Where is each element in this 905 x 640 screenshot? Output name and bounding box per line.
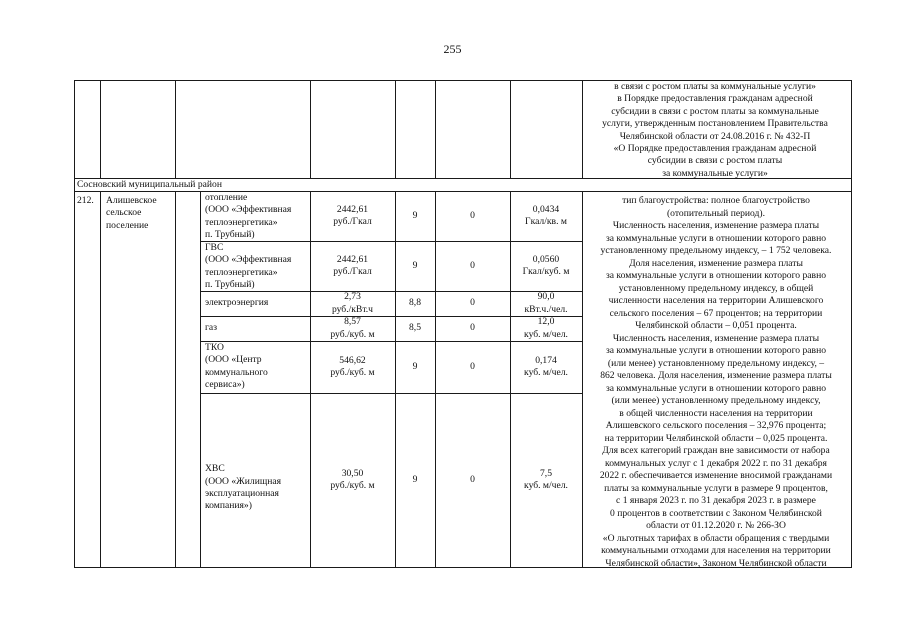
settlement-line: сельское: [106, 207, 142, 219]
tariff-cell-line: 2442,61: [336, 203, 369, 215]
note-line: области от 01.12.2020 г. № 266-ЗО: [646, 520, 786, 531]
zero-cell: [435, 322, 510, 334]
tariff-cell: [310, 291, 395, 316]
note-line: коммунальных услуг с 1 декабря 2022 г. по 31 декабря: [605, 457, 827, 469]
column-divider: [100, 191, 101, 567]
volume-cell: [510, 316, 582, 341]
volume-cell-line: куб. м/чел.: [524, 367, 568, 378]
service-name-line: электроэнергия: [205, 297, 269, 309]
note-text: [584, 195, 848, 570]
top-row-line: «О Порядке предоставления гражданам адресной: [613, 143, 817, 155]
note-line: Челябинской области», Законом Челябинской области: [605, 557, 827, 569]
top-row-line: в связи с ростом платы за коммунальные услуги»: [614, 81, 816, 92]
service-name-line: эксплуатационная: [205, 488, 279, 499]
note-line: платы за коммунальные услуги в размере 9 процентов,: [604, 482, 828, 494]
top-row-line: за коммунальные услуги»: [662, 167, 768, 179]
index-cell: [395, 210, 435, 222]
note-line: 0 процентов в соответствии с Законом Челябинской: [610, 507, 822, 519]
service-name: [205, 192, 291, 242]
note-line: установленному предельному индексу, – 1 752 человека.: [600, 245, 832, 256]
tariff-cell-line: 2442,61: [336, 253, 369, 265]
zero-cell: [435, 260, 510, 272]
top-row-line: субсидии в связи с ростом платы: [647, 155, 783, 167]
volume-cell-line: 90,0: [537, 291, 555, 303]
tariff-cell-line: 2,73: [344, 291, 361, 303]
note-line: сельского поселения – 67 процентов; на территории: [609, 307, 823, 319]
note-line: за коммунальные услуги в отношении которого равно: [605, 270, 827, 281]
volume-cell-line: 0,174: [535, 354, 557, 366]
zero-cell: [435, 297, 510, 309]
district-label: Сосновский муниципальный район: [77, 179, 222, 190]
note-line: «О льготных тарифах в области обращения с твердыми: [602, 532, 830, 544]
tariff-cell-line: руб./куб. м: [330, 480, 375, 491]
service-name-line: п. Трубный): [205, 229, 255, 241]
column-divider: [100, 80, 101, 178]
zero-cell-line: 0: [470, 322, 475, 334]
service-name-line: сервиса»): [205, 379, 245, 391]
service-name: [205, 463, 281, 513]
note-line: Челябинской области – 0,051 процента.: [635, 320, 797, 331]
note-line: Численность населения, изменение размера платы: [612, 220, 820, 231]
service-name-line: теплоэнергетика»: [205, 216, 278, 228]
volume-cell: [510, 204, 582, 229]
column-divider: [510, 80, 511, 178]
service-name-line: ХВС: [205, 463, 225, 475]
zero-cell-line: 0: [470, 473, 475, 485]
right-border: [851, 178, 852, 568]
volume-cell: [510, 291, 582, 316]
volume-cell-line: 0,0434: [532, 203, 560, 215]
service-name-line: теплоэнергетика»: [205, 266, 278, 278]
zero-cell-line: 0: [470, 209, 475, 221]
index-cell-line: 9: [412, 360, 418, 372]
volume-cell-line: Гкал/куб. м: [522, 266, 570, 277]
service-name-line: (ООО «Жилищная: [205, 475, 282, 487]
settlement-line: поселение: [106, 219, 149, 231]
zero-cell: [435, 361, 510, 373]
page-number: 255: [443, 42, 462, 56]
column-divider: [395, 80, 396, 178]
column-divider: [74, 80, 75, 178]
note-line: Численность населения, изменение размера платы: [612, 332, 820, 344]
note-line: с 1 января 2023 г. по 31 декабря 2023 г. в размере: [616, 495, 816, 506]
service-name: [205, 242, 291, 292]
note-line: за коммунальные услуги в отношении которого равно: [605, 382, 827, 394]
note-line: установленному предельному индексу, в общей: [618, 282, 814, 294]
index-cell-line: 9: [412, 259, 418, 271]
tariff-cell-line: руб./куб. м: [330, 328, 375, 340]
note-line: (или менее) установленному предельному индексу, –: [607, 357, 825, 369]
column-divider: [435, 191, 436, 567]
volume-cell-line: куб. м/чел.: [524, 328, 568, 340]
service-name: [205, 342, 268, 392]
service-name-line: коммунального: [205, 366, 268, 378]
column-divider: [582, 191, 583, 567]
left-border: [74, 178, 75, 568]
settlement-name: [106, 195, 157, 232]
tariff-cell: [310, 204, 395, 229]
note-line: Доля населения, изменение размера платы: [629, 257, 803, 269]
index-cell-line: 9: [412, 209, 418, 221]
index-cell: [395, 474, 435, 486]
service-row-divider: [200, 393, 582, 394]
column-divider: [435, 80, 436, 178]
service-name-line: (ООО «Центр: [205, 354, 262, 366]
column-divider: [582, 80, 583, 178]
volume-cell-line: куб. м/чел.: [524, 480, 568, 491]
tariff-cell: [310, 468, 395, 493]
note-line: (или менее) установленному предельному индексу,: [611, 395, 821, 406]
service-name-line: компания»): [205, 500, 252, 512]
column-divider: [175, 80, 176, 178]
index-cell-line: 9: [412, 473, 418, 485]
index-cell-line: 8,5: [409, 322, 421, 334]
note-line: Для всех категорий граждан вне зависимости от набора: [602, 445, 830, 456]
index-cell: [395, 297, 435, 309]
note-line: коммунальными отходами для населения на территории: [601, 545, 831, 556]
volume-cell-line: 7,5: [540, 467, 552, 479]
tariff-cell: [310, 254, 395, 279]
service-name: [205, 322, 217, 334]
top-row-line: субсидии в связи с ростом платы за коммунальные: [611, 105, 819, 117]
column-divider: [310, 80, 311, 178]
service-name-line: отопление: [205, 192, 248, 203]
tariff-cell-line: 30,50: [341, 467, 364, 479]
note-line: 862 человека. Доля населения, изменение размера платы: [600, 370, 832, 381]
tariff-cell-line: руб./Гкал: [333, 216, 372, 227]
service-name-line: газ: [205, 322, 217, 334]
note-line: Алишевского сельского поселения – 32,976 процента;: [605, 420, 827, 431]
note-line: (отопительный период).: [666, 207, 766, 219]
note-line: численности населения на территории Алишевского: [608, 295, 824, 306]
index-cell: [395, 322, 435, 334]
volume-cell-line: Гкал/кв. м: [525, 216, 567, 227]
index-cell: [395, 361, 435, 373]
service-name-line: (ООО «Эффективная: [205, 204, 292, 216]
top-row-line: услуги, утвержденным постановлением Правительства: [602, 118, 828, 130]
entry-number: 212.: [77, 195, 94, 206]
note-line: тип благоустройства: полное благоустройство: [622, 195, 810, 206]
note-line: 2022 г. обеспечивается изменение вносимой гражданами: [599, 470, 833, 481]
tariff-cell-line: 546,62: [339, 354, 366, 366]
zero-cell: [435, 474, 510, 486]
volume-cell-line: 12,0: [537, 316, 555, 328]
tariff-cell: [310, 316, 395, 341]
volume-cell-line: кВт.ч./чел.: [524, 303, 568, 315]
volume-cell-line: 0,0560: [532, 253, 560, 265]
index-cell-line: 8,8: [409, 297, 421, 309]
settlement-line: Алишевское: [106, 195, 157, 206]
service-name: [205, 297, 268, 309]
note-line: за коммунальные услуги в отношении которого равно: [605, 345, 827, 356]
column-divider: [395, 191, 396, 567]
service-name-line: ТКО: [205, 342, 224, 353]
top-row-text: [585, 81, 845, 180]
tariff-cell-line: руб./кВт.ч: [331, 303, 374, 315]
service-name-line: п. Трубный): [205, 279, 255, 291]
note-line: в общей численности населения на территории: [619, 407, 813, 419]
top-row-line: Челябинской области от 24.08.2016 г. № 432-П: [619, 130, 811, 142]
note-line: за коммунальные услуги в отношении которого равно: [605, 232, 827, 244]
zero-cell-line: 0: [470, 297, 475, 309]
column-divider: [851, 80, 852, 178]
note-line: на территории Челябинской области – 0,025 процента.: [604, 432, 828, 444]
service-name-line: ГВС: [205, 242, 224, 253]
index-cell: [395, 260, 435, 272]
zero-cell-line: 0: [470, 259, 475, 271]
zero-cell: [435, 210, 510, 222]
service-column-left: [200, 191, 201, 567]
volume-cell: [510, 254, 582, 279]
service-name-line: (ООО «Эффективная: [205, 254, 292, 266]
volume-cell: [510, 355, 582, 380]
tariff-cell: [310, 355, 395, 380]
column-divider: [175, 191, 176, 567]
top-row-line: в Порядке предоставления гражданам адресной: [617, 93, 813, 105]
tariff-cell-line: руб./Гкал: [333, 266, 372, 277]
tariff-cell-line: руб./куб. м: [330, 367, 375, 378]
zero-cell-line: 0: [470, 360, 475, 372]
volume-cell: [510, 468, 582, 493]
tariff-cell-line: 8,57: [344, 316, 361, 328]
